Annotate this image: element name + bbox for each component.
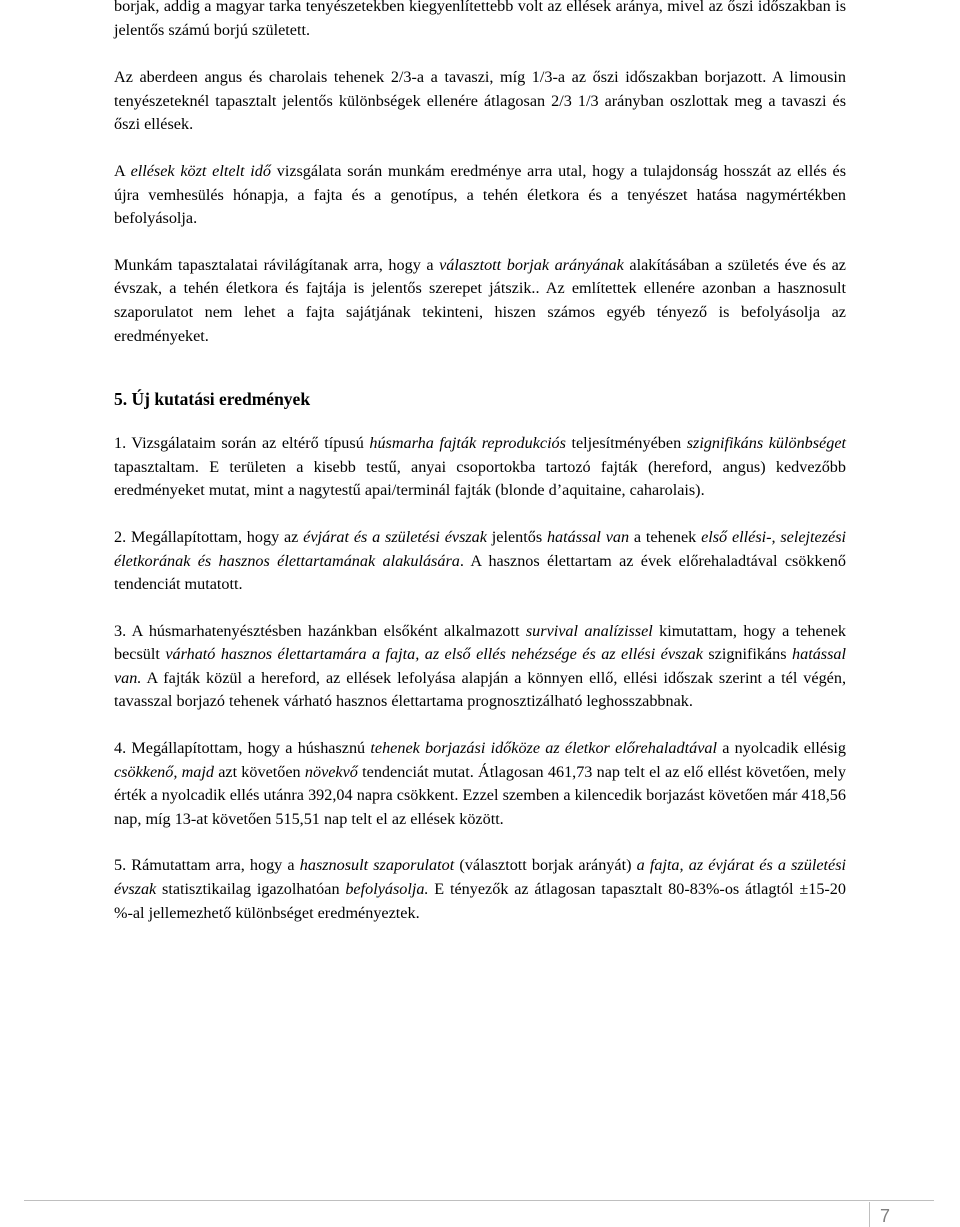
text-run: . A hasznos élettartam az évek előrehaladtával csökkenő tendenciát mutatott. xyxy=(114,551,846,594)
text-run: Munkám tapasztalatai rávilágítanak arra, hogy a xyxy=(114,255,440,274)
text-run: statisztikailag igazolhatóan xyxy=(156,880,346,899)
text-run: 5. Rámutattam arra, hogy a xyxy=(114,856,300,875)
section-heading: 5. Új kutatási eredmények xyxy=(114,389,311,410)
text-run: tapasztaltam. E területen a kisebb testű, anyai csoportokba tartozó fajták (hereford, angus) kedvezőbb eredményeket mutat, mint a nagytestű apai/terminál fajták (blonde d’aquitaine, caharolais). xyxy=(114,457,846,500)
text-run: azt követően xyxy=(213,762,305,781)
italic-run: növekvő xyxy=(304,762,358,781)
text-run: vizsgálata során munkám eredménye arra utal, hogy a tulajdonság hosszát az ellés és újra vemhesülés hónapja, a fajta és a genotípus, a tehén életkora és a tenyészet hatása nagymértékben befolyásolja. xyxy=(114,161,847,228)
italic-run: befolyásolja. xyxy=(345,880,429,899)
text-run: alakításában a születés éve és az évszak, a tehén életkora és fajtája is jelentős szerepet játszik.. Az említettek ellenére azonban a hasznosult szaporulatot nem lehet a fajta sajátjának tekinteni, hiszen számos egyéb tényező is befolyásolja az eredményeket. xyxy=(114,255,846,345)
italic-run: survival analízissel xyxy=(525,621,653,640)
text-run: Az aberdeen angus és charolais tehenek 2/3-a a tavaszi, míg 1/3-a az őszi időszakban borjazott. A limousin tenyészeteknél tapasztalt jelentős különbségek ellenére átlagosan 2/3 1/3 arányban oszlottak meg a tavaszi és őszi ellések. xyxy=(114,68,846,134)
text-run: 3. A húsmarhatenyésztésben hazánkban elsőként alkalmazott xyxy=(114,621,526,640)
text-run: a tehenek xyxy=(629,527,702,546)
italic-run: szignifikáns különbséget xyxy=(686,434,847,453)
italic-run: ellések közt eltelt idő xyxy=(130,161,271,180)
document-page xyxy=(114,0,846,925)
page-number: 7 xyxy=(869,1202,898,1227)
body-paragraph xyxy=(114,254,846,348)
body-paragraph xyxy=(114,0,846,42)
text-run: A xyxy=(114,161,131,180)
finding-item xyxy=(114,526,846,597)
italic-run: hatással van xyxy=(546,527,630,546)
finding-item xyxy=(114,620,846,714)
italic-run: húsmarha fajták reprodukciós xyxy=(369,434,566,453)
text-run: tendenciát mutat. Átlagosan 461,73 nap telt el az elő ellést követően, mely érték a nyolcadik ellés utánra 392,04 napra csökkent. Ezzel szemben a kilencedik borjazást követően már 418,56 nap, míg 13-at követően 515,51 nap telt el az ellések között. xyxy=(114,762,846,828)
finding-item xyxy=(114,737,846,831)
text-run: kimutattam, hogy a tehenek becsült xyxy=(114,621,847,664)
text-run: teljesítményében xyxy=(565,434,687,453)
italic-run: hasznosult szaporulatot xyxy=(299,856,455,875)
finding-item xyxy=(114,432,846,503)
italic-run: évjárat és a születési évszak xyxy=(303,527,487,546)
body-paragraph xyxy=(114,66,846,137)
text-run: (választott borjak arányát) xyxy=(454,856,637,875)
finding-item xyxy=(114,854,846,925)
italic-run: csökkenő, majd xyxy=(114,762,214,781)
text-run: szignifikáns xyxy=(702,645,793,664)
text-run: A fajták közül a hereford, az ellések lefolyása alapján a könnyen ellő, ellési időszak szerint a tél végén, tavasszal borjazó tehenek várható hasznos élettartama prognosztizálható leghosszabbnak. xyxy=(114,668,846,711)
italic-run: hatással van. xyxy=(114,645,846,687)
text-run: borjak, addig a magyar tarka tenyészetekben kiegyenlítettebb volt az ellések aránya, mivel az őszi időszakban is jelentős számú borjú született. xyxy=(114,0,846,39)
text-run: 1. Vizsgálataim során az eltérő típusú xyxy=(114,434,370,453)
italic-run: első ellési-, selejtezési életkorának és hasznos élettartamának alakulására xyxy=(114,527,846,570)
text-run: jelentős xyxy=(486,527,547,546)
italic-run: tehenek borjazási időköze az életkor előrehaladtával xyxy=(370,739,717,758)
italic-run: választott borjak arányának xyxy=(439,255,624,274)
body-paragraph xyxy=(114,160,846,231)
italic-run: a fajta, az évjárat és a születési évszak xyxy=(114,856,846,899)
italic-run: várható hasznos élettartamára a fajta, az első ellés nehézsége és az ellési évszak xyxy=(165,645,703,664)
text-run: a nyolcadik ellésig xyxy=(716,739,846,758)
text-run: E tényezők az átlagosan tapasztalt 80-83%-os átlagtól ±15-20 %-al jellemezhető különbséget eredményeztek. xyxy=(114,880,846,922)
footer-rule xyxy=(24,1200,934,1201)
text-run: 4. Megállapítottam, hogy a húshasznú xyxy=(114,739,371,758)
text-run: 2. Megállapítottam, hogy az xyxy=(114,527,304,546)
